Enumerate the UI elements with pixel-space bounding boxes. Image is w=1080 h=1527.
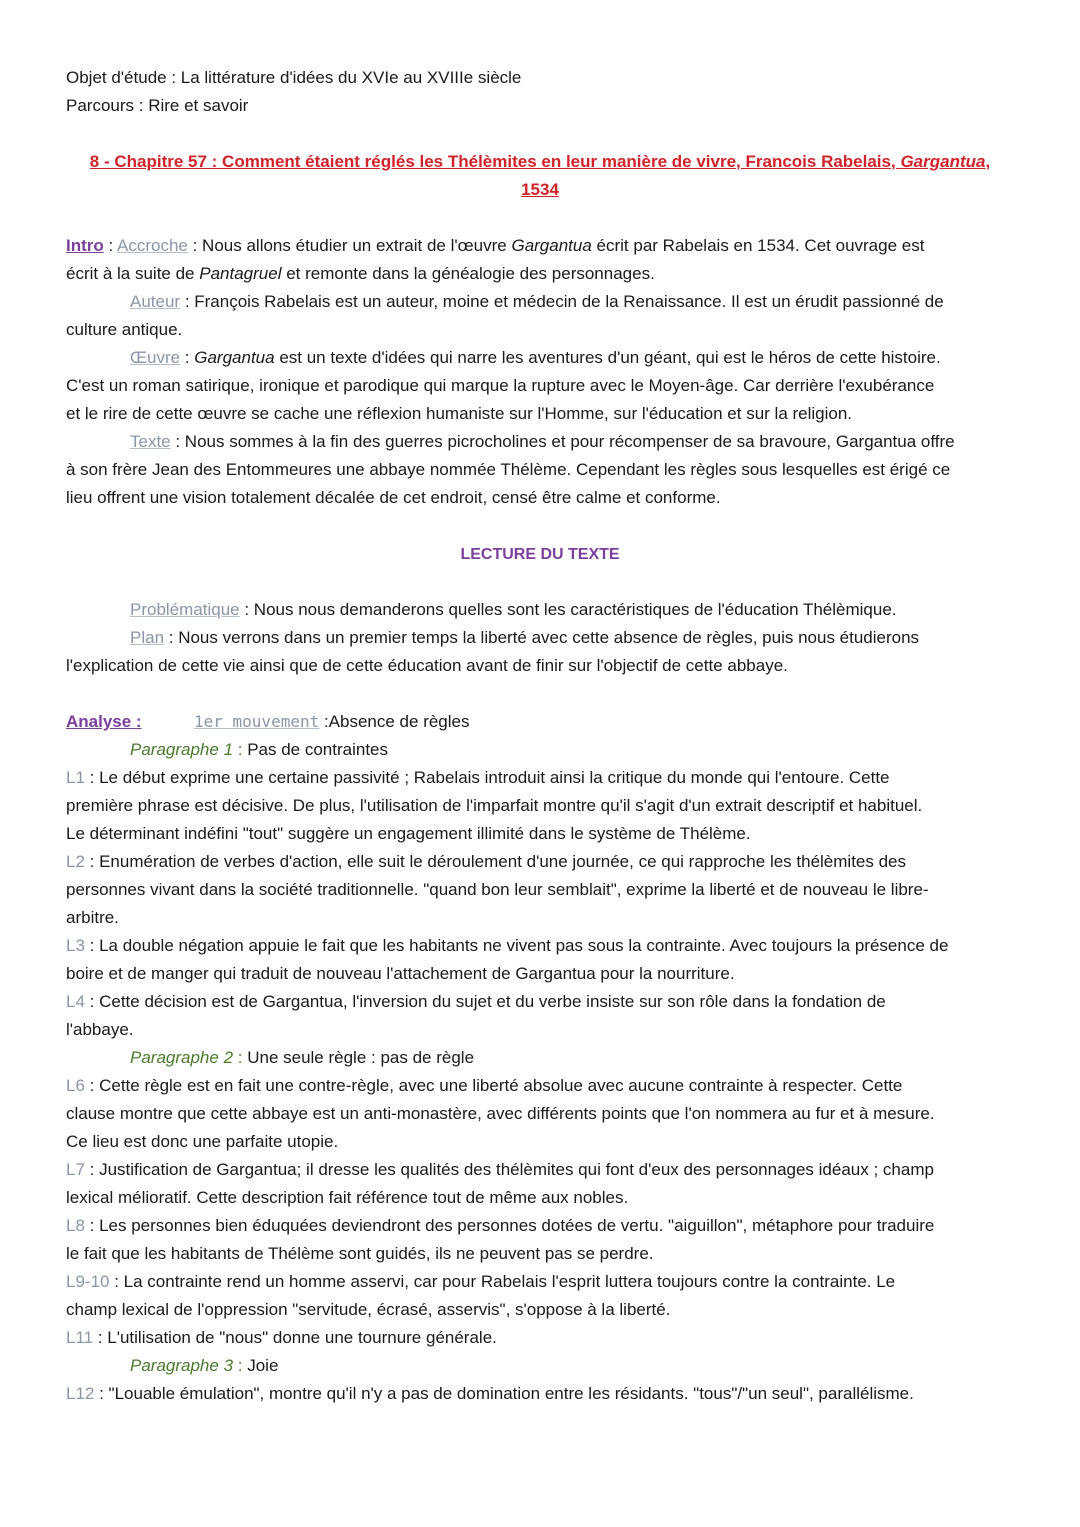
- texte-line-1: Texte : Nous sommes à la fin des guerres picrocholines et pour récompenser de sa bravoure, Gargantua offre: [130, 432, 955, 451]
- note-L1-line-2: première phrase est décisive. De plus, l'utilisation de l'imparfait montre qu'il s'agit d'un extrait descriptif et habituel.: [66, 796, 923, 815]
- note-L2: L2 : Enumération de verbes d'action, elle suit le déroulement d'une journée, ce qui rapproche les thélèmites des: [66, 852, 907, 871]
- problematique: Problématique : Nous nous demanderons quelles sont les caractéristiques de l'éducation Thélèmique.: [130, 600, 897, 619]
- note-L8: L8 : Les personnes bien éduquées deviendront des personnes dotées de vertu. "aiguillon", métaphore pour traduire: [66, 1216, 935, 1235]
- plan-label: Plan: [130, 628, 165, 647]
- document-title: 8 - Chapitre 57 : Comment étaient réglés les Thélèmites en leur manière de vivre, Francois Rabelais, Gargantua,: [89, 152, 991, 171]
- intro-accroche: Intro : Accroche : Nous allons étudier un extrait de l'œuvre Gargantua écrit par Rabelais en 1534. Cet ouvrage est: [66, 236, 925, 255]
- note-L4-line-2: l'abbaye.: [66, 1020, 134, 1039]
- parcours: Parcours : Rire et savoir: [66, 96, 249, 115]
- mouvement-label: 1er mouvement: [194, 712, 320, 731]
- auteur-label: Auteur: [130, 292, 181, 311]
- problematique-label: Problématique: [130, 600, 240, 619]
- texte-label: Texte: [130, 432, 171, 451]
- objet-etude: Objet d'étude : La littérature d'idées du XVIe au XVIIIe siècle: [66, 68, 522, 87]
- note-L7-line-2: lexical mélioratif. Cette description fait référence tout de même aux nobles.: [66, 1188, 629, 1207]
- note-L3: L3 : La double négation appuie le fait que les habitants ne vivent pas sous la contrainte. Avec toujours la présence de: [66, 936, 949, 955]
- note-L1-line-3: Le déterminant indéfini "tout" suggère un engagement illimité dans le système de Thélème.: [66, 824, 751, 843]
- texte-line-2: à son frère Jean des Entommeures une abbaye nommée Thélème. Cependant les règles sous lesquelles est érigé ce: [66, 460, 951, 479]
- note-L11: L11 : L'utilisation de "nous" donne une tournure générale.: [66, 1328, 497, 1347]
- document-title-year: 1534: [521, 180, 559, 199]
- oeuvre-label: Œuvre: [130, 348, 181, 367]
- plan-line-2: l'explication de cette vie ainsi que de cette éducation avant de finir sur l'objectif de cette abbaye.: [66, 656, 788, 675]
- paragraphe-1-heading: Paragraphe 1 : Pas de contraintes: [130, 740, 389, 759]
- note-L8-line-2: le fait que les habitants de Thélème sont guidés, ils ne peuvent pas se perdre.: [66, 1244, 654, 1263]
- note-L6-line-2: clause montre que cette abbaye est un anti-monastère, avec différents points que l'on nommera au fur et à mesure.: [66, 1104, 935, 1123]
- note-L3-line-2: boire et de manger qui traduit de nouveau l'attachement de Gargantua pour la nourriture.: [66, 964, 735, 983]
- note-L4: L4 : Cette décision est de Gargantua, l'inversion du sujet et du verbe insiste sur son rôle dans la fondation de: [66, 992, 886, 1011]
- oeuvre-line-3: et le rire de cette œuvre se cache une réflexion humaniste sur l'Homme, sur l'éducation et sur la religion.: [66, 404, 853, 423]
- texte-line-3: lieu offrent une vision totalement décalée de cet endroit, censé être calme et conforme.: [66, 488, 721, 507]
- lecture-heading: LECTURE DU TEXTE: [460, 546, 620, 563]
- paragraphe-2-heading: Paragraphe 2 : Une seule règle : pas de règle: [130, 1048, 475, 1067]
- auteur-line-2: culture antique.: [66, 320, 183, 339]
- analyse-label: Analyse :: [66, 712, 142, 731]
- note-L7: L7 : Justification de Gargantua; il dresse les qualités des thélèmites qui font d'eux des personnages idéaux ; champ: [66, 1160, 934, 1179]
- oeuvre-line-2: C'est un roman satirique, ironique et parodique qui marque la rupture avec le Moyen-âge. Car derrière l'exubérance: [66, 376, 935, 395]
- note-L6-line-3: Ce lieu est donc une parfaite utopie.: [66, 1132, 339, 1151]
- note-L1: L1 : Le début exprime une certaine passivité ; Rabelais introduit ainsi la critique du monde qui l'entoure. Cette: [66, 768, 890, 787]
- note-L9-10: L9-10 : La contrainte rend un homme asservi, car pour Rabelais l'esprit luttera toujours contre la contrainte. Le: [66, 1272, 896, 1291]
- accroche-line-2: écrit à la suite de Pantagruel et remonte dans la généalogie des personnages.: [66, 264, 655, 283]
- intro-label: Intro: [66, 236, 104, 255]
- note-L12: L12 : "Louable émulation", montre qu'il n'y a pas de domination entre les résidants. "tous"/"un seul", parallélisme.: [66, 1384, 914, 1403]
- plan-line-1: Plan : Nous verrons dans un premier temps la liberté avec cette absence de règles, puis nous étudierons: [130, 628, 920, 647]
- auteur-line-1: Auteur : François Rabelais est un auteur, moine et médecin de la Renaissance. Il est un érudit passionné de: [130, 292, 944, 311]
- accroche-label: Accroche: [117, 236, 188, 255]
- note-L9-10-line-2: champ lexical de l'oppression "servitude, écrasé, asservis", s'oppose à la liberté.: [66, 1300, 671, 1319]
- note-L2-line-3: arbitre.: [66, 908, 119, 927]
- note-L6: L6 : Cette règle est en fait une contre-règle, avec une liberté absolue avec aucune contrainte à respecter. Cette: [66, 1076, 903, 1095]
- note-L2-line-2: personnes vivant dans la société traditionnelle. "quand bon leur semblait", exprime la liberté et de nouveau le libre-: [66, 880, 929, 899]
- paragraphe-3-heading: Paragraphe 3 : Joie: [130, 1356, 279, 1375]
- oeuvre-line-1: Œuvre : Gargantua est un texte d'idées qui narre les aventures d'un géant, qui est le héros de cette histoire.: [130, 348, 941, 367]
- mouvement-1: 1er mouvement :Absence de règles: [194, 712, 470, 731]
